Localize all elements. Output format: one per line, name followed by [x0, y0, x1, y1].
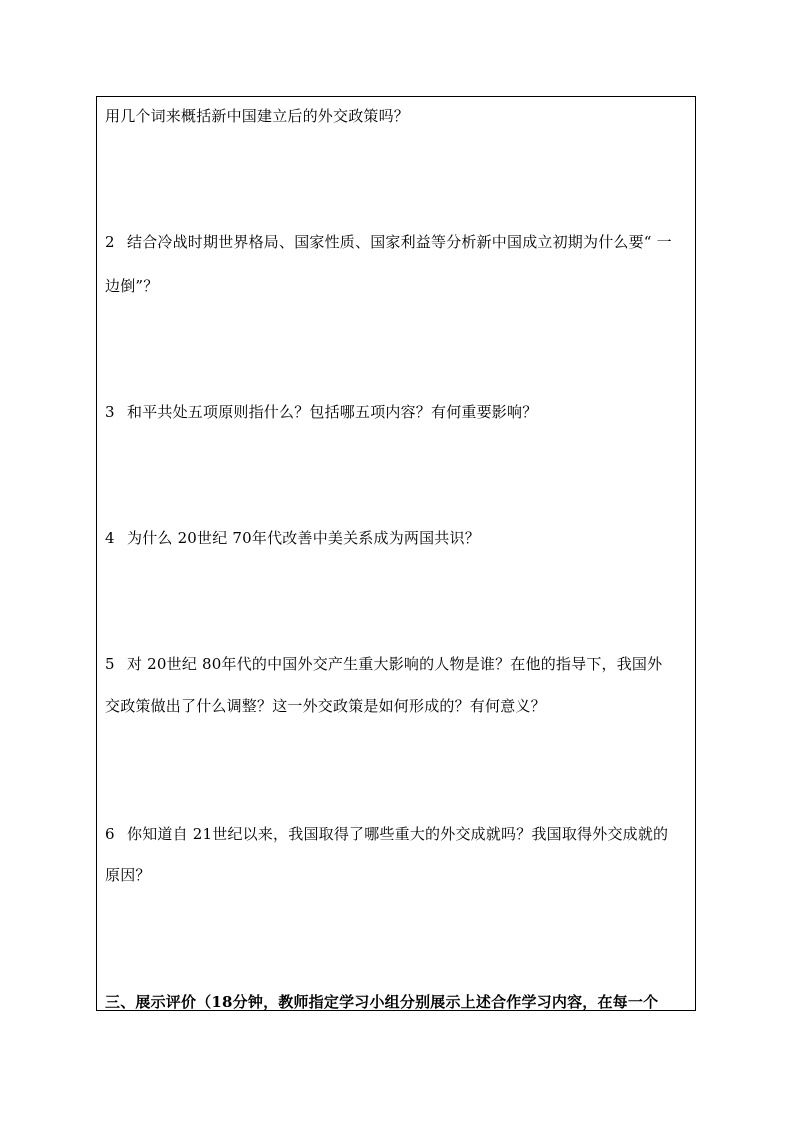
question-6-line-2: 原因？ — [105, 866, 151, 884]
question-6-number: 6 — [105, 825, 115, 843]
worksheet-table-cell — [96, 96, 696, 1011]
question-4-number: 4 — [105, 529, 115, 547]
question-6-line-1 — [105, 824, 668, 844]
question-1-line-1: 用几个词来概括新中国建立后的外交政策吗？ — [105, 107, 410, 125]
section-3-heading: 三、展示评价（18分钟，教师指定学习小组分别展示上述合作学习内容，在每一个 — [105, 993, 659, 1011]
question-3-text: 和平共处五项原则指什么？包括哪五项内容？有何重要影响？ — [127, 403, 538, 421]
question-3-number: 3 — [105, 403, 115, 421]
question-4-line-1 — [105, 528, 480, 548]
question-2-text: 结合冷战时期世界格局、国家性质、国家利益等分析新中国成立初期为什么要“ 一 — [127, 233, 672, 251]
question-2-line-2: 边倒”？ — [105, 277, 159, 295]
question-4-text: 为什么 20世纪 70年代改善中美关系成为两国共识？ — [127, 529, 480, 547]
question-6-text: 你知道自 21世纪以来，我国取得了哪些重大的外交成就吗？我国取得外交成就的 — [127, 825, 669, 843]
question-2-number: 2 — [105, 233, 115, 251]
question-5-line-2: 交政策做出了什么调整？这一外交政策是如何形成的？有何意义？ — [105, 697, 546, 715]
question-3-line-1 — [105, 402, 537, 422]
question-2-line-1 — [105, 232, 672, 252]
question-5-number: 5 — [105, 655, 115, 673]
question-5-line-1 — [105, 654, 662, 674]
question-5-text: 对 20世纪 80年代的中国外交产生重大影响的人物是谁？在他的指导下，我国外 — [127, 655, 663, 673]
